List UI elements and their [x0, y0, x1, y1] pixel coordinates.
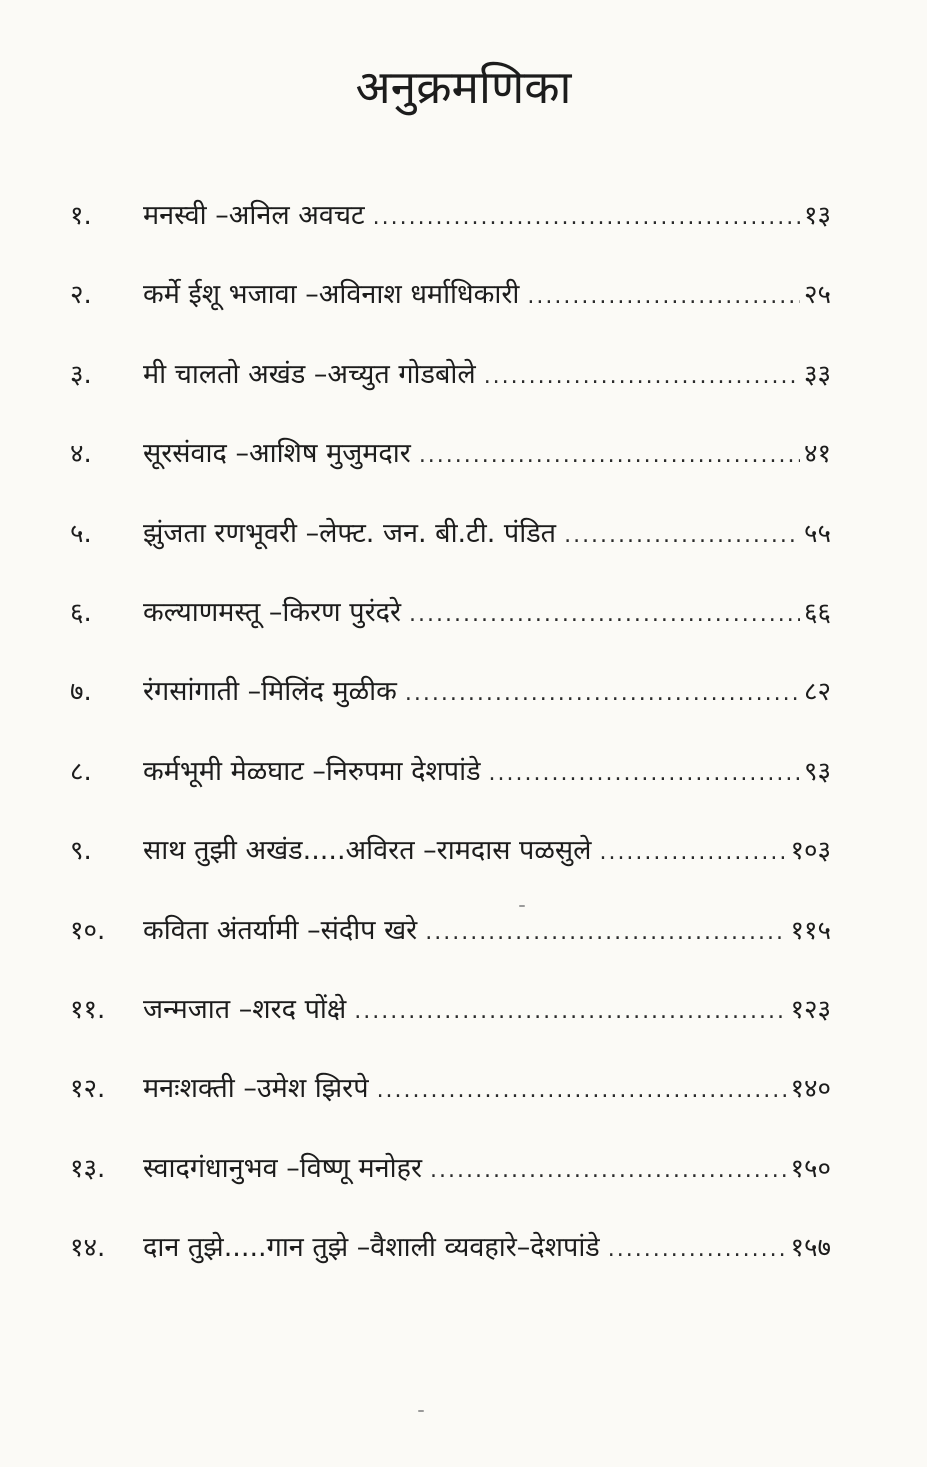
- dot-leader: [405, 664, 800, 724]
- entry-title: मी चालतो अखंड –अच्युत गोडबोले: [143, 358, 476, 390]
- entry-title: रंगसांगाती –मिलिंद मुळीक: [143, 676, 397, 708]
- entry-page-number: १५७: [790, 1233, 831, 1264]
- entry-number: ३.: [70, 359, 92, 390]
- entry-number: १०.: [70, 915, 106, 946]
- dot-leader: [373, 188, 800, 248]
- entry-title: कर्मभूमी मेळघाट –निरुपमा देशपांडे: [143, 755, 481, 787]
- entry-page-number: ९३: [803, 756, 831, 787]
- entry-number: ७.: [70, 677, 92, 708]
- entry-title: दान तुझे.....गान तुझे –वैशाली व्यवहारे–देशपांडे: [143, 1232, 600, 1264]
- paper-speck: [418, 1410, 424, 1412]
- dot-leader: [489, 744, 800, 804]
- paper-speck: [519, 905, 525, 907]
- toc-entry: [0, 504, 927, 583]
- toc-entry: [0, 980, 927, 1059]
- toc-entry: [0, 901, 927, 980]
- toc-entry: [0, 186, 927, 265]
- entry-title: कल्याणमस्तू –किरण पुरंदरे: [143, 596, 402, 628]
- toc-entry: [0, 1059, 927, 1138]
- toc-entry: [0, 265, 927, 344]
- entry-title: कविता अंतर्यामी –संदीप खरे: [143, 914, 418, 946]
- entry-page-number: १२३: [790, 994, 831, 1025]
- dot-leader: [564, 506, 800, 566]
- dot-leader: [419, 426, 800, 486]
- entry-title: मनःशक्ती –उमेश झिरपे: [143, 1073, 369, 1105]
- entry-number: ४.: [70, 439, 92, 470]
- toc-entry: [0, 583, 927, 662]
- toc-entry: [0, 424, 927, 503]
- entry-number: १२.: [70, 1074, 106, 1105]
- entry-number: १.: [70, 201, 92, 231]
- toc-entry: [0, 1139, 927, 1218]
- dot-leader: [527, 267, 800, 327]
- entry-number: १४.: [70, 1233, 106, 1264]
- dot-leader: [599, 823, 786, 883]
- entry-page-number: ६६: [803, 597, 831, 628]
- entry-number: ८.: [70, 756, 92, 787]
- entry-number: ६.: [70, 597, 92, 628]
- entry-title: झुंजता रणभूवरी –लेफ्ट. जन. बी.टी. पंडित: [143, 517, 557, 549]
- toc-entry: [0, 742, 927, 821]
- dot-leader: [425, 903, 786, 963]
- entry-title: स्वादगंधानुभव –विष्णू मनोहर: [143, 1152, 423, 1184]
- toc-entry: [0, 1218, 927, 1297]
- table-of-contents: [0, 186, 927, 1297]
- entry-page-number: १४०: [790, 1074, 831, 1105]
- entry-page-number: २५: [803, 280, 831, 311]
- entry-title: सूरसंवाद –आशिष मुजुमदार: [143, 438, 411, 470]
- entry-page-number: ४१: [803, 439, 831, 470]
- entry-number: ५.: [70, 518, 92, 549]
- dot-leader: [409, 585, 800, 645]
- dot-leader: [377, 1061, 787, 1121]
- entry-page-number: १३: [803, 201, 831, 231]
- entry-number: १३.: [70, 1153, 106, 1184]
- entry-title: जन्मजात –शरद पोंक्षे: [143, 993, 347, 1025]
- dot-leader: [484, 347, 800, 407]
- dot-leader: [430, 1141, 786, 1201]
- entry-title: साथ तुझी अखंड.....अविरत –रामदास पळसुले: [143, 835, 592, 867]
- entry-number: २.: [70, 280, 92, 311]
- page-title: अनुक्रमणिका: [355, 60, 572, 114]
- entry-number: ९.: [70, 836, 92, 867]
- entry-page-number: ११५: [790, 915, 831, 946]
- dot-leader: [354, 982, 786, 1042]
- entry-page-number: ३३: [803, 359, 831, 390]
- entry-page-number: १०३: [790, 836, 831, 867]
- dot-leader: [608, 1220, 787, 1280]
- entry-number: ११.: [70, 994, 106, 1025]
- entry-page-number: ५५: [803, 518, 831, 549]
- entry-page-number: ८२: [803, 677, 831, 708]
- toc-entry: [0, 345, 927, 424]
- entry-title: कर्मे ईशू भजावा –अविनाश धर्माधिकारी: [143, 279, 520, 311]
- entry-title: मनस्वी –अनिल अवचट: [143, 200, 365, 231]
- toc-entry: [0, 662, 927, 741]
- entry-page-number: १५०: [790, 1153, 831, 1184]
- toc-entry: [0, 821, 927, 900]
